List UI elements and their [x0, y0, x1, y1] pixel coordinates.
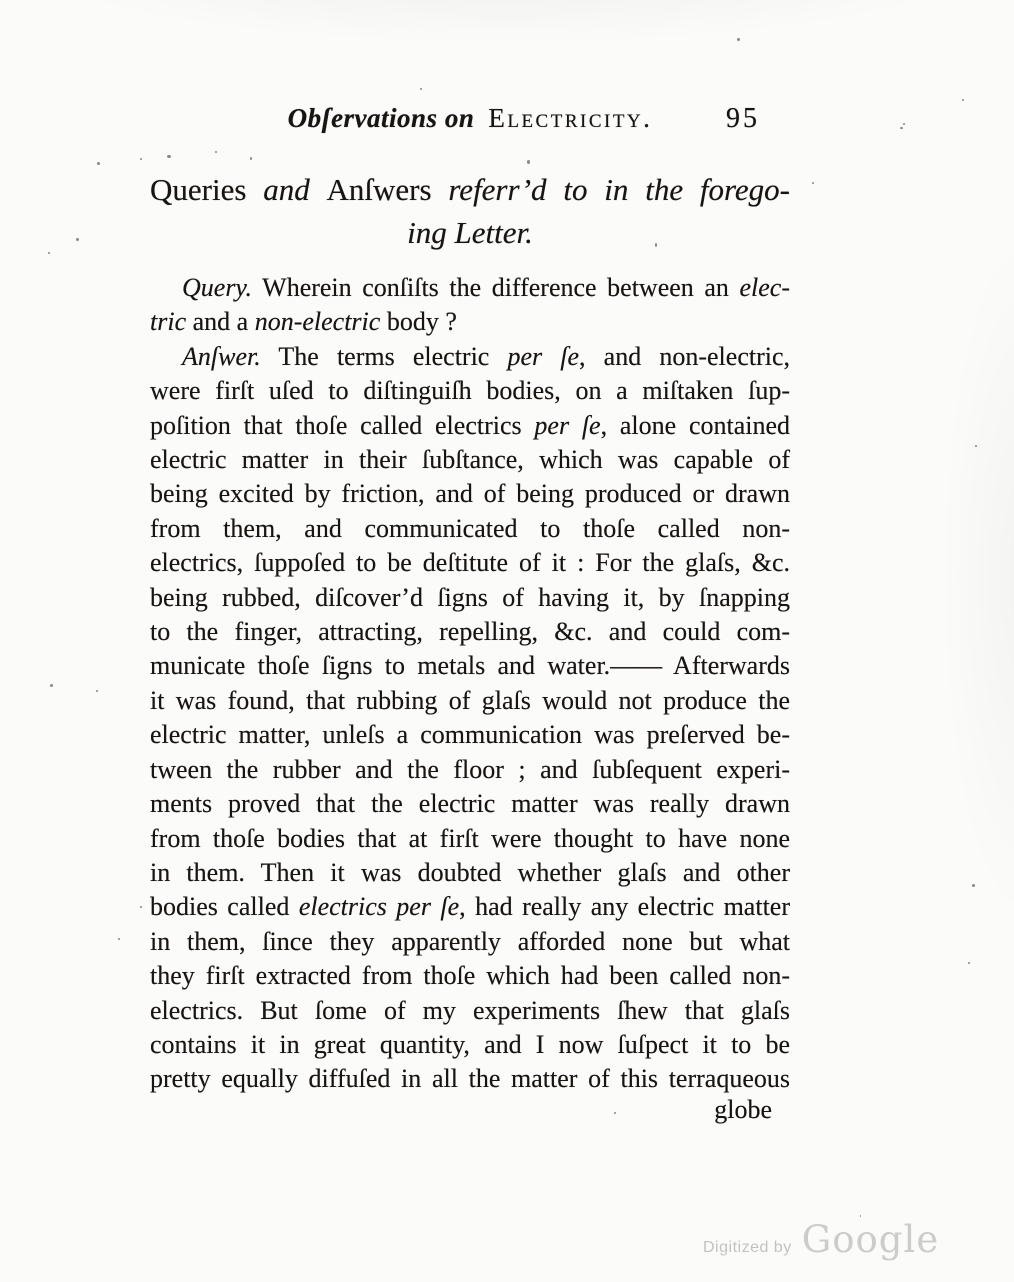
speckle — [655, 243, 657, 247]
body-text — [150, 271, 790, 1097]
text-line — [150, 890, 790, 924]
watermark-prefix: Digitized by — [703, 1239, 792, 1256]
text-segment: , and non-electric, — [579, 341, 791, 371]
text-segment: electric matter in their ſubſtance, which was capable of — [150, 445, 790, 475]
text-line — [150, 581, 790, 615]
text-segment: from thoſe bodies that at firſt were thought to have none — [150, 823, 790, 853]
text-line — [150, 1062, 790, 1096]
speckle — [860, 1215, 861, 1217]
text-segment: ments proved that the electric matter was really drawn — [150, 789, 790, 819]
text-segment: in them. Then it was doubted whether glaſs and other — [150, 857, 790, 887]
text-segment: electrics. But ſome of my experiments ſhew that glaſs — [150, 995, 790, 1025]
speckle — [614, 1112, 616, 1114]
text-line — [150, 546, 790, 580]
speckle — [97, 162, 100, 165]
text-segment: bodies called — [150, 892, 299, 922]
text-line — [150, 1028, 790, 1062]
text-segment: they firſt extracted from thoſe which had been called non- — [150, 961, 790, 991]
text-segment: municate thoſe ſigns to metals and water.—— Afterwards — [150, 651, 790, 681]
speckle — [903, 123, 905, 125]
text-segment: being rubbed, diſcover’d ſigns of having it, by ſnapping — [150, 582, 790, 612]
text-line — [150, 718, 790, 752]
text-line — [150, 168, 790, 211]
text-segment: tween the rubber and the floor ; and ſubſequent experi- — [150, 754, 790, 784]
speckle — [50, 684, 53, 687]
italic-text-segment: and — [263, 172, 327, 207]
text-line — [150, 925, 790, 959]
text-segment: The terms electric — [260, 341, 508, 371]
text-line — [150, 787, 790, 821]
text-line — [150, 409, 790, 443]
speckle — [900, 127, 903, 129]
text-segment: being excited by friction, and of being produced or drawn — [150, 479, 790, 509]
text-segment: were firſt uſed to diſtinguiſh bodies, on a miſtaken ſup- — [150, 376, 790, 406]
speckle — [972, 884, 975, 887]
speckle — [812, 182, 814, 184]
speckle — [975, 445, 977, 447]
text-segment: and a — [186, 307, 255, 337]
text-line — [150, 684, 790, 718]
text-segment: from them, and communicated to thoſe called non- — [150, 513, 790, 543]
catchword-row — [150, 1093, 790, 1127]
italic-text-segment: tric — [150, 307, 187, 337]
text-line — [150, 443, 790, 477]
text-segment: to the finger, attracting, repelling, &c. and could com- — [150, 617, 790, 647]
text-line — [150, 477, 790, 511]
text-segment: electrics, ſuppoſed to be deſtitute of it : For the glaſs, &c. — [150, 548, 790, 578]
text-line — [150, 271, 790, 305]
text-segment: in them, ſince they apparently afforded none but what — [150, 926, 790, 956]
text-segment: contains it in great quantity, and I now ſuſpect it to be — [150, 1029, 790, 1059]
italic-text-segment: referr’d to in the forego- — [448, 172, 790, 207]
text-segment: it was found, that rubbing of glaſs would not produce the — [150, 685, 790, 715]
speckle — [118, 938, 120, 940]
page-number: 95 — [726, 103, 760, 134]
italic-text-segment: non-electric — [254, 307, 381, 337]
text-line — [150, 512, 790, 546]
speckle — [420, 88, 422, 90]
text-segment: , alone contained — [600, 410, 791, 440]
paragraph — [150, 340, 790, 1097]
text-line — [150, 615, 790, 649]
text-line — [150, 340, 790, 374]
speckle — [167, 155, 171, 158]
italic-text-segment: electrics per ſe — [298, 892, 460, 922]
speckle — [962, 99, 964, 101]
speckle — [527, 160, 530, 164]
running-header — [150, 103, 790, 134]
section-heading — [150, 168, 790, 254]
text-line — [150, 649, 790, 683]
speckle — [76, 238, 79, 241]
text-line — [150, 959, 790, 993]
watermark — [703, 1218, 939, 1261]
text-line — [150, 753, 790, 787]
text-segment: body ? — [380, 307, 457, 337]
speckle — [737, 38, 740, 41]
speckle — [250, 157, 252, 160]
text-line — [150, 856, 790, 890]
speckle — [140, 158, 142, 160]
text-line — [150, 305, 790, 339]
italic-text-segment: Query. — [182, 273, 253, 302]
paragraph — [150, 271, 790, 340]
text-line — [150, 994, 790, 1028]
italic-text-segment: ing Letter. — [407, 215, 533, 250]
italic-text-segment: per ſe — [507, 341, 580, 371]
speckle — [48, 252, 50, 254]
italic-text-segment: elec- — [739, 273, 790, 302]
italic-text-segment: per ſe — [534, 410, 601, 440]
text-segment: Anſwers — [326, 172, 449, 207]
work-title-italic: Obſervations on — [287, 103, 475, 133]
text-segment: pretty equally diffuſed in all the matter of this terraqueous — [150, 1064, 790, 1094]
text-line — [150, 374, 790, 408]
speckle — [96, 690, 98, 692]
speckle — [968, 962, 970, 964]
text-segment: electric matter, unleſs a communication was preſerved be- — [150, 720, 790, 750]
text-segment: Wherein conſiſts the difference between an — [252, 273, 740, 302]
text-segment: , had really any electric matter — [459, 892, 790, 922]
google-logo: Google — [801, 1218, 940, 1261]
speckle — [215, 151, 217, 153]
work-title-caps: Electricity. — [488, 103, 653, 133]
italic-text-segment: Anſwer. — [182, 341, 261, 371]
text-segment: poſition that thoſe called electrics — [150, 410, 535, 440]
speckle — [140, 906, 142, 908]
catchword: globe — [714, 1095, 772, 1124]
text-line — [150, 822, 790, 856]
text-line — [150, 211, 790, 254]
text-segment: Queries — [150, 172, 264, 207]
